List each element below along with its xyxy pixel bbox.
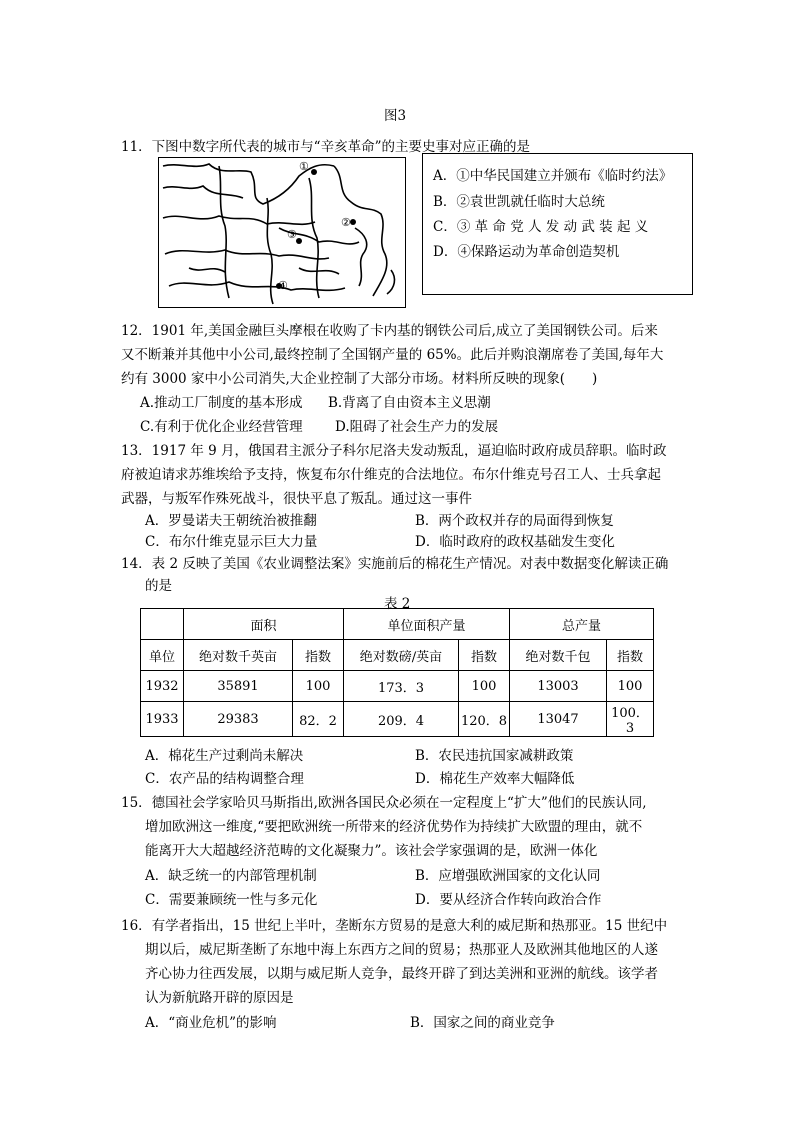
table-subheader: 绝对数磅/英亩 <box>344 640 459 671</box>
q11-stem: 11．下图中数字所代表的城市与“辛亥革命”的主要史事对应正确的是 <box>121 139 530 155</box>
table-subheader: 绝对数千包 <box>510 640 607 671</box>
table-cell: 173．3 <box>344 671 459 702</box>
table-cell: 100 <box>293 671 344 702</box>
q16-line-2: 期以后，威尼斯垄断了东地中海上东西方之间的贸易；热那亚人及欧洲其他地区的人遂 <box>145 942 658 958</box>
table-subheader: 单位 <box>141 640 184 671</box>
table-row <box>141 702 654 737</box>
q14-option-b[interactable]: B．农民违抗国家减耕政策 <box>415 748 574 764</box>
q16-option-b[interactable]: B．国家之间的商业竞争 <box>410 1015 555 1031</box>
table-cell: 100．3 <box>607 702 654 737</box>
q13-option-b[interactable]: B．两个政权并存的局面得到恢复 <box>415 513 614 529</box>
cotton-table <box>140 608 654 737</box>
table-cell: 82．2 <box>293 702 344 737</box>
q13-option-a[interactable]: A．罗曼诺夫王朝统治被推翻 <box>145 513 317 529</box>
map-label-3: ③ <box>287 228 297 241</box>
table-cell: 1932 <box>141 671 184 702</box>
q11-options-box <box>422 153 693 295</box>
q16-option-a[interactable]: A．“商业危机”的影响 <box>145 1015 277 1031</box>
q12-option-a[interactable]: A.推动工厂制度的基本形成 <box>140 395 303 411</box>
q15-option-c[interactable]: C．需要兼顾统一性与多元化 <box>145 892 318 908</box>
q16-line-4: 认为新航路开辟的原因是 <box>145 990 294 1006</box>
q14-option-c[interactable]: C．农产品的结构调整合理 <box>145 771 304 787</box>
q13-line-1: 13．1917 年 9 月，俄国君主派分子科尔尼洛夫发动叛乱，逼迫临时政府成员辞职。临时政 <box>121 443 667 459</box>
table-cell: 35891 <box>184 671 293 702</box>
map-label-4: ④ <box>278 279 288 292</box>
q15-line-3: 能离开大大超越经济范畴的文化凝聚力”。该社会学家强调的是，欧洲一体化 <box>145 843 598 859</box>
table-subheader: 绝对数千英亩 <box>184 640 293 671</box>
table-cell: 209．4 <box>344 702 459 737</box>
table-cell: 29383 <box>184 702 293 737</box>
table-row <box>141 671 654 702</box>
q14-option-d[interactable]: D．棉花生产效率大幅降低 <box>415 771 575 787</box>
q12-line-2: 又不断兼并其他中小公司,最终控制了全国钢产量的 65%。此后并购浪潮席卷了美国,每年大 <box>121 347 664 363</box>
q12-option-b[interactable]: B.背离了自由资本主义思潮 <box>328 395 491 411</box>
table-corner <box>141 609 184 640</box>
table-subheader-row <box>141 640 654 671</box>
q16-line-1: 16．有学者指出，15 世纪上半叶，垄断东方贸易的是意大利的威尼斯和热那亚。15 世纪中 <box>121 918 668 934</box>
q14-option-a[interactable]: A．棉花生产过剩尚未解决 <box>145 748 304 764</box>
table-group-row <box>141 609 654 640</box>
table-cell: 100 <box>607 671 654 702</box>
table-subheader: 指数 <box>607 640 654 671</box>
table-group-total: 总产量 <box>510 609 654 640</box>
q13-option-c[interactable]: C．布尔什维克显示巨大力量 <box>145 534 318 550</box>
q14-line-2: 的是 <box>145 578 172 594</box>
table-cell: 100 <box>459 671 510 702</box>
q13-line-3: 武器，与叛军作殊死战斗，很快平息了叛乱。通过这一事件 <box>121 491 472 507</box>
q11-option-c[interactable]: C．③ 革 命 党 人 发 动 武 装 起 义 <box>433 219 649 235</box>
q12-line-1: 12．1901 年,美国金融巨头摩根在收购了卡内基的钢铁公司后,成立了美国钢铁公司。后来 <box>121 323 658 339</box>
q12-option-d[interactable]: D.阻碍了社会生产力的发展 <box>335 419 499 435</box>
table-cell: 120．8 <box>459 702 510 737</box>
table-group-area: 面积 <box>184 609 344 640</box>
q15-option-b[interactable]: B．应增强欧洲国家的文化认同 <box>415 868 601 884</box>
map-label-2: ② <box>341 216 351 229</box>
q15-line-1: 15．德国社会学家哈贝马斯指出,欧洲各国民众必须在一定程度上“扩大”他们的民族认同, <box>121 795 647 811</box>
q11-option-b[interactable]: B．②袁世凯就任临时大总统 <box>433 194 605 210</box>
q15-option-d[interactable]: D．要从经济合作转向政治合作 <box>415 892 602 908</box>
q15-option-a[interactable]: A．缺乏统一的内部管理机制 <box>145 868 317 884</box>
map-label-1: ① <box>299 160 309 173</box>
table-cell: 1933 <box>141 702 184 737</box>
q12-line-3: 约有 3000 家中小公司消失,大企业控制了大部分市场。材料所反映的现象( ) <box>121 371 598 387</box>
table-group-yield: 单位面积产量 <box>344 609 510 640</box>
q11-option-d[interactable]: D．④保路运动为革命创造契机 <box>433 244 620 260</box>
q12-option-c[interactable]: C.有利于优化企业经营管理 <box>140 419 303 435</box>
q14-line-1: 14．表 2 反映了美国《农业调整法案》实施前后的棉花生产情况。对表中数据变化解读正确 <box>121 556 669 572</box>
table-subheader: 指数 <box>459 640 510 671</box>
q16-line-3: 齐心协力往西发展，以期与威尼斯人竞争，最终开辟了到达美洲和亚洲的航线。该学者 <box>145 966 658 982</box>
q13-line-2: 府被迫请求苏维埃给予支持，恢复布尔什维克的合法地位。布尔什维克号召工人、士兵拿起 <box>121 467 661 483</box>
q11-option-a[interactable]: A．①中华民国建立并颁布《临时约法》 <box>433 168 673 184</box>
table-caption: 表 2 <box>384 596 411 612</box>
table-cell: 13047 <box>510 702 607 737</box>
table-subheader: 指数 <box>293 640 344 671</box>
q15-line-2: 增加欧洲这一维度,“要把欧洲统一所带来的经济优势作为持续扩大欧盟的理由，就不 <box>145 819 643 835</box>
table-cell: 13003 <box>510 671 607 702</box>
china-map <box>158 157 406 308</box>
figure-caption: 图3 <box>384 108 407 124</box>
q13-option-d[interactable]: D．临时政府的政权基础发生变化 <box>415 534 615 550</box>
